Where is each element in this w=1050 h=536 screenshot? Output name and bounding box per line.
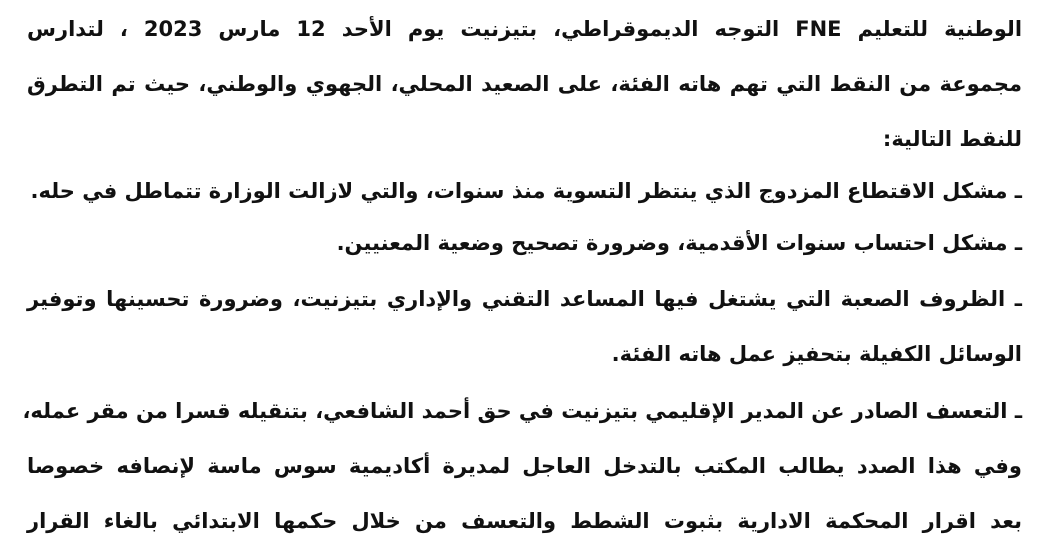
paragraph-line-2: مجموعة من النقط التي تهم هاته الفئة، على الصعيد المحلي، الجهوي والوطني، حيث تم التطرق xyxy=(27,72,1022,96)
bullet-line-4-continuation-2: بعد اقرار المحكمة الادارية بثبوت الشطط والتعسف من خلال حكمها الابتدائي بالغاء القرار xyxy=(27,509,1022,533)
bullet-line-1: ـ مشكل الاقتطاع المزدوج الذي ينتظر التسوية منذ سنوات، والتي لازالت الوزارة تتماطل في حله. xyxy=(30,179,1022,203)
bullet-line-4: ـ التعسف الصادر عن المدير الإقليمي بتيزنيت في حق أحمد الشافعي، بتنقيله قسرا من مقر عمله، xyxy=(22,399,1022,423)
paragraph-line-3: للنقط التالية: xyxy=(882,127,1022,151)
bullet-line-4-continuation-1: وفي هذا الصدد يطالب المكتب بالتدخل العاجل لمديرة أكاديمية سوس ماسة لإنصافه خصوصا xyxy=(27,454,1022,478)
paragraph-line-1: الوطنية للتعليم FNE التوجه الديموقراطي، بتيزنيت يوم الأحد 12 مارس 2023 ، لتدارس xyxy=(27,17,1023,41)
bullet-line-3: ـ الظروف الصعبة التي يشتغل فيها المساعد التقني والإداري بتيزنيت، وضرورة تحسينها وتوفير xyxy=(27,287,1022,311)
bullet-line-2: ـ مشكل احتساب سنوات الأقدمية، وضرورة تصحيح وضعية المعنيين. xyxy=(336,231,1022,255)
bullet-line-3-continuation: الوسائل الكفيلة بتحفيز عمل هاته الفئة. xyxy=(611,342,1022,366)
